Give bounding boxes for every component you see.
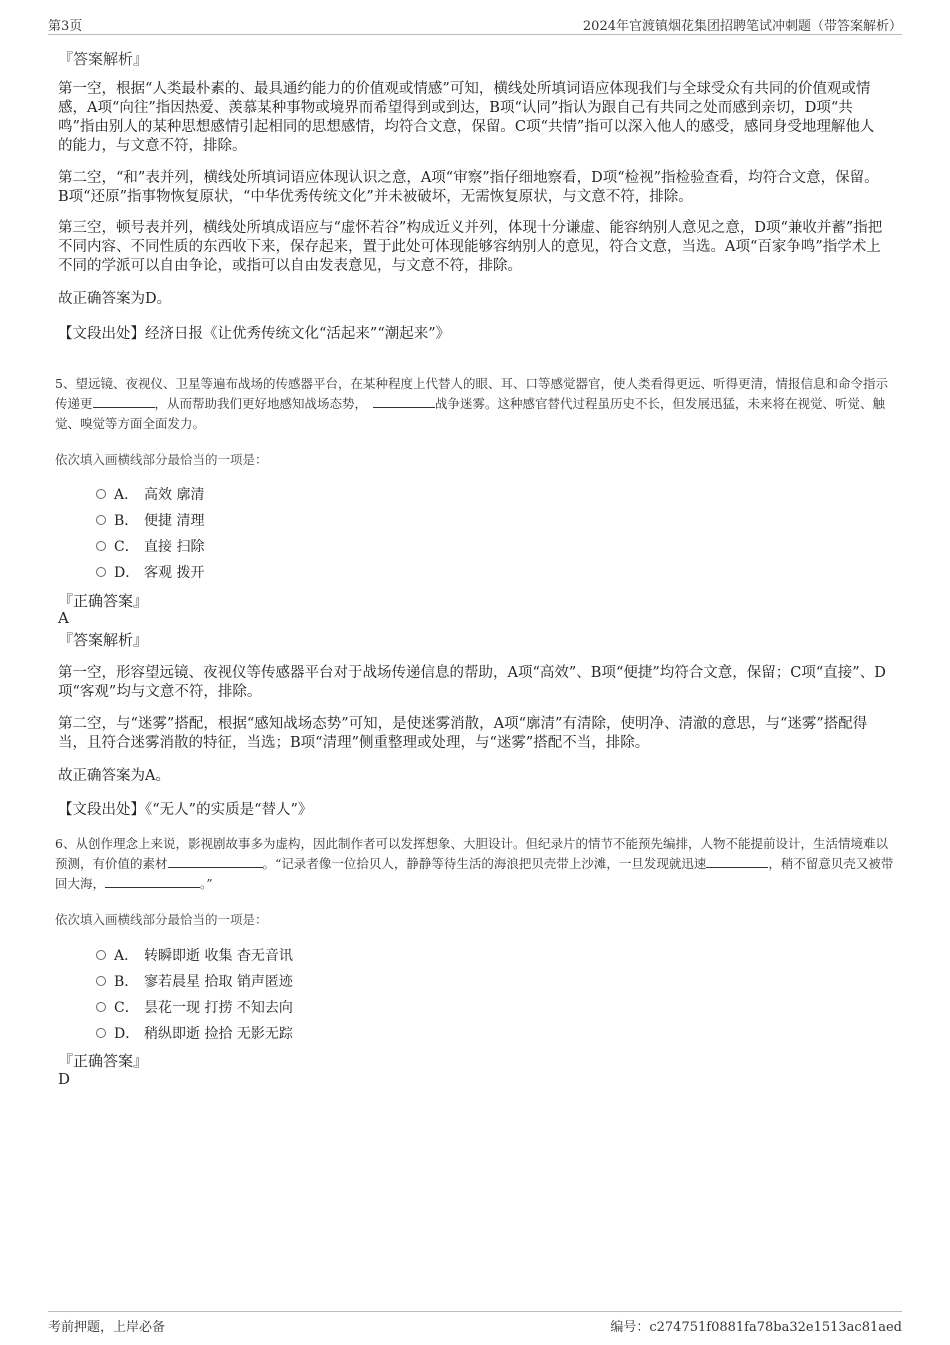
radio-icon[interactable] — [96, 950, 106, 960]
q5-correct-answer: A — [58, 609, 69, 627]
radio-icon[interactable] — [96, 976, 106, 986]
radio-icon[interactable] — [96, 515, 106, 525]
q5-instruction: 依次填入画横线部分最恰当的一项是： — [55, 452, 268, 467]
paragraph: 第一空，根据“人类最朴素的、最具通约能力的价值观或情感”可知，横线处所填词语应体现我们与全球受众有共同的价值观或情感，A项“向往”指因热爱、羡慕某种事物或境界而希望得到或到达，B项“认同”指认为跟自己有共同之处而感到亲切，D项“共鸣”指由别人的某种思想感情引起相同的思想感情，均符合文意，保留。C项“共情”指可以深入他人的感受，感同身受地理解他人的能力，与文意不符，排除。 — [58, 81, 875, 154]
q4-source: 【文段出处】经济日报《让优秀传统文化“活起来”“潮起来”》 — [58, 326, 451, 342]
q6-option-c[interactable]: C． 昙花一现 打捞 不知去向 — [96, 997, 293, 1017]
q5-stem: 5、望远镜、夜视仪、卫星等遍布战场的传感器平台，在某种程度上代替人的眼、耳、口等感觉器官，使人类看得更远、听得更清，情报信息和命令指示传递更 ，从而帮助我们更好地感知战场态势， 战争迷雾。这种感官替代过程虽历史不长，但发展迅猛，未来将在视觉、听觉、触觉、嗅觉等方面全面发力。 — [55, 376, 888, 431]
document-code: 编号：c274751f0881fa78ba32e1513ac81aed — [610, 1320, 902, 1335]
radio-icon[interactable] — [96, 541, 106, 551]
q5-option-a[interactable]: A． 高效 廓清 — [96, 484, 204, 504]
paragraph: 第一空，形容望远镜、夜视仪等传感器平台对于战场传递信息的帮助，A项“高效”、B项“便捷”均符合文意，保留；C项“直接”、D项“客观”均与文意不符，排除。 — [58, 665, 886, 700]
q6-option-d[interactable]: D． 稍纵即逝 捡拾 无影无踪 — [96, 1023, 293, 1043]
q6-correct-answer: D — [58, 1070, 71, 1088]
q4-analysis-label: 『答案解析』 — [58, 50, 149, 68]
fill-blank — [105, 875, 200, 888]
q4-analysis-p2 — [58, 169, 888, 207]
q5-source: 【文段出处】《“无人”的实质是“替人”》 — [58, 802, 313, 818]
q4-analysis-p3 — [58, 219, 888, 276]
paragraph: 第三空，顿号表并列，横线处所填成语应与“虚怀若谷”构成近义并列，体现十分谦虚、能容纳别人意见之意，D项“兼收并蓄”指把不同内容、不同性质的东西收下来，保存起来，置于此处可体现能够容纳别人的意见，符合文意，当选。A项“百家争鸣”指学术上不同的学派可以自由争论，或指可以自由发表意见，与文意不符，排除。 — [58, 220, 883, 274]
q4-analysis-p1 — [58, 80, 888, 156]
q5-conclusion: 故正确答案为A。 — [58, 768, 170, 784]
fill-blank — [373, 395, 435, 408]
q6-option-a[interactable]: A． 转瞬即逝 收集 杳无音讯 — [96, 945, 293, 965]
q6-instruction: 依次填入画横线部分最恰当的一项是： — [55, 912, 268, 927]
document-title: 2024年官渡镇烟花集团招聘笔试冲刺题（带答案解析） — [582, 19, 902, 34]
paragraph: 第二空，与“迷雾”搭配，根据“感知战场态势”可知，是使迷雾消散，A项“廓清”有清除，使明净、清澈的意思，与“迷雾”搭配得当，且符合迷雾消散的特征，当选；B项“清理”侧重整理或处理，与“迷雾”搭配不当，排除。 — [58, 716, 868, 751]
fill-blank — [706, 855, 768, 868]
radio-icon[interactable] — [96, 1002, 106, 1012]
q5-analysis-p2 — [58, 715, 888, 753]
q6-correct-label: 『正确答案』 — [58, 1052, 149, 1070]
q6-option-b[interactable]: B． 寥若晨星 拾取 销声匿迹 — [96, 971, 293, 991]
q5-analysis-label: 『答案解析』 — [58, 631, 149, 649]
page-header — [48, 14, 902, 35]
page-footer — [48, 1311, 902, 1334]
page-number: 第3页 — [48, 19, 83, 34]
q6-stem: 6、从创作理念上来说，影视剧故事多为虚构，因此制作者可以发挥想象、大胆设计。但纪录片的情节不能预先编排，人物不能提前设计，生活情境难以预测，有价值的素材 。“记录者像一位拾贝人，静静等待生活的海浪把贝壳带上沙滩，一旦发现就迅速 ，稍不留意贝壳又被带回大海， 。” — [55, 836, 894, 891]
q5-option-c[interactable]: C． 直接 扫除 — [96, 536, 204, 556]
radio-icon[interactable] — [96, 489, 106, 499]
fill-blank — [93, 395, 155, 408]
radio-icon[interactable] — [96, 567, 106, 577]
paragraph: 第二空，“和”表并列，横线处所填词语应体现认识之意，A项“审察”指仔细地察看，D项“检视”指检验查看，均符合文意，保留。B项“还原”指事物恢复原状，“中华优秀传统文化”并未被破坏，无需恢复原状，与文意不符，排除。 — [58, 170, 879, 205]
q5-analysis-p1 — [58, 664, 888, 702]
fill-blank — [168, 855, 263, 868]
q5-option-d[interactable]: D． 客观 拨开 — [96, 562, 204, 582]
footer-slogan: 考前押题，上岸必备 — [48, 1320, 166, 1335]
q4-conclusion: 故正确答案为D。 — [58, 291, 172, 307]
q5-option-b[interactable]: B． 便捷 清理 — [96, 510, 204, 530]
q5-correct-label: 『正确答案』 — [58, 592, 149, 610]
radio-icon[interactable] — [96, 1028, 106, 1038]
